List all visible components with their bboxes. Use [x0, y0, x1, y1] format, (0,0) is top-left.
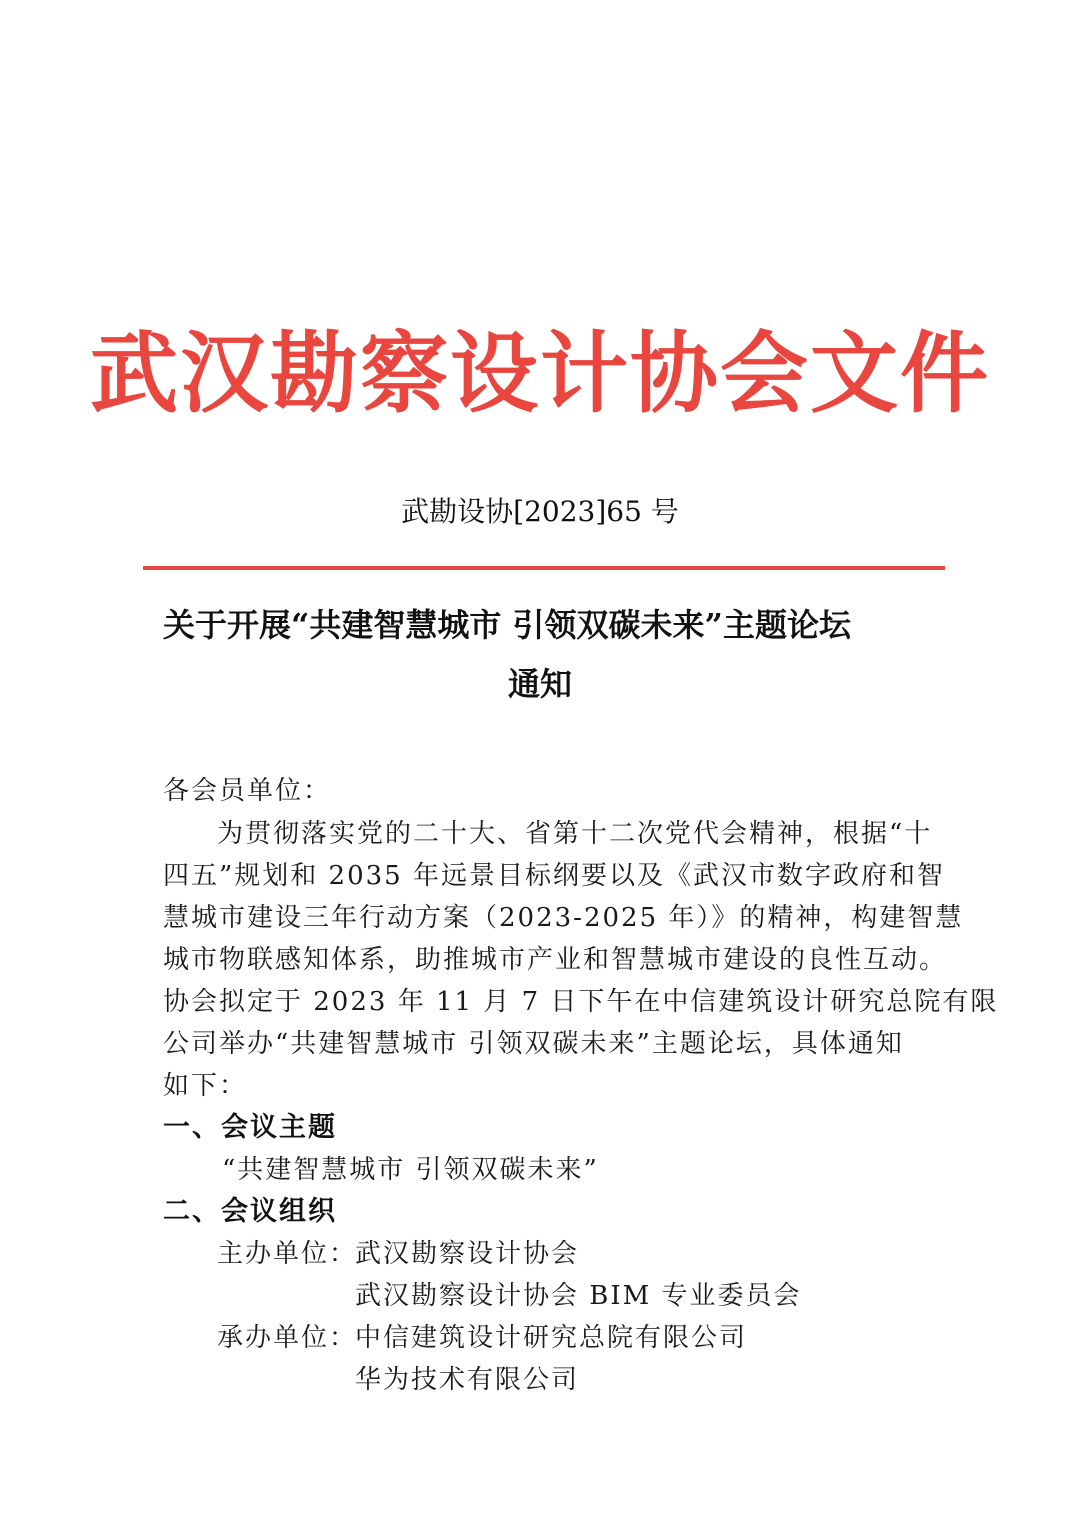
paragraph-line-4: 城市物联感知体系，助推城市产业和智慧城市建设的良性互动。 [163, 945, 948, 975]
paragraph-line-5: 协会拟定于 2023 年 11 月 7 日下午在中信建筑设计研究总院有限 [163, 987, 999, 1017]
organizer-label: 承办单位： [217, 1323, 358, 1353]
organizer-unit-2: 华为技术有限公司 [355, 1365, 580, 1395]
notice-title-line1: 关于开展“共建智慧城市 引领双碳未来”主题论坛 [163, 606, 851, 644]
salutation: 各会员单位： [163, 776, 332, 806]
notice-title-line2: 通知 [507, 665, 572, 703]
paragraph-line-7: 如下： [163, 1071, 248, 1101]
masthead-title: 武汉勘察设计协会文件 [89, 321, 990, 425]
host-label: 主办单位： [217, 1239, 358, 1269]
paragraph-line-3: 慧城市建设三年行动方案（2023-2025 年）》的精神，构建智慧 [163, 903, 964, 933]
section-1-theme: “共建智慧城市 引领双碳未来” [222, 1155, 599, 1185]
paragraph-line-2: 四五”规划和 2035 年远景目标纲要以及《武汉市数字政府和智 [163, 861, 945, 891]
host-unit-1: 武汉勘察设计协会 [355, 1239, 580, 1269]
paragraph-line-1: 为贯彻落实党的二十大、省第十二次党代会精神，根据“十 [217, 819, 933, 849]
organizer-unit-1: 中信建筑设计研究总院有限公司 [355, 1323, 748, 1353]
section-2-heading: 二、会议组织 [163, 1196, 337, 1227]
paragraph-line-6: 公司举办“共建智慧城市 引领双碳未来”主题论坛，具体通知 [163, 1029, 904, 1059]
host-unit-2: 武汉勘察设计协会 BIM 专业委员会 [355, 1281, 802, 1311]
document-number: 武勘设协[2023]65 号 [401, 495, 679, 528]
red-divider [143, 566, 945, 570]
section-1-heading: 一、会议主题 [163, 1112, 337, 1143]
